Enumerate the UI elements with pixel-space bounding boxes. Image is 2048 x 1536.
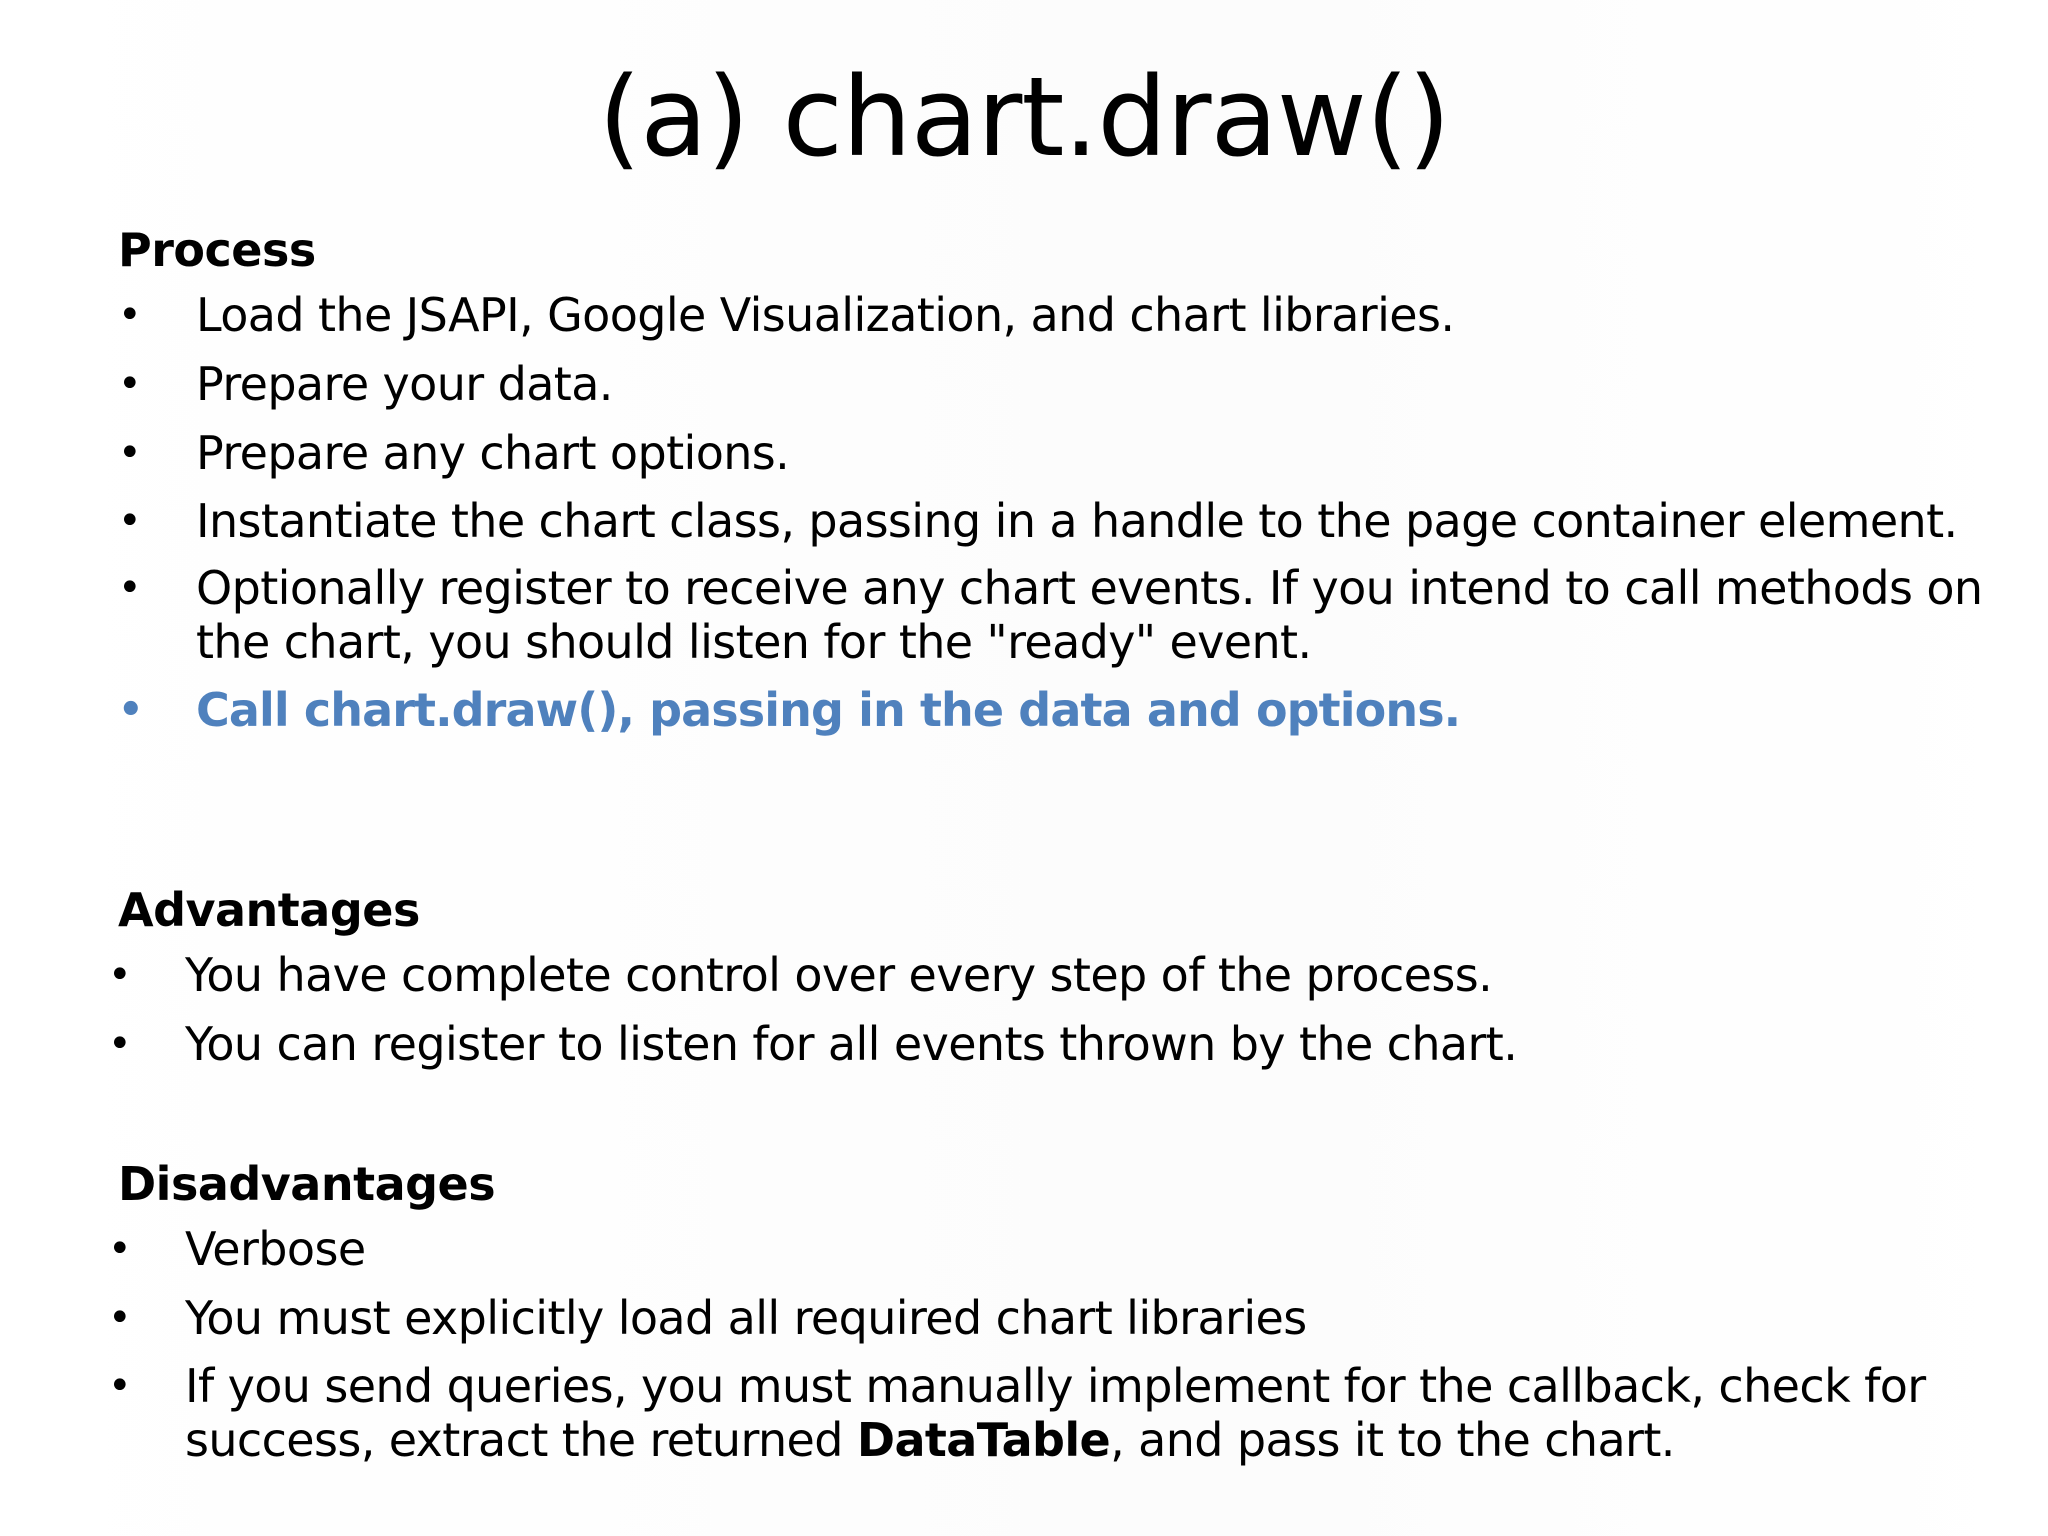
bullet-icon: • bbox=[118, 430, 141, 476]
list-item-text: You must explicitly load all required chart libraries bbox=[185, 1291, 1307, 1345]
bullet-icon: • bbox=[118, 565, 141, 611]
list-item bbox=[108, 1221, 1998, 1277]
advantages-section bbox=[108, 882, 1998, 1072]
bullet-icon: • bbox=[108, 1295, 131, 1341]
disadvantages-section bbox=[108, 1156, 1998, 1467]
bullet-icon: • bbox=[118, 498, 141, 544]
list-item bbox=[118, 356, 1998, 412]
process-heading: Process bbox=[118, 223, 316, 277]
advantages-heading: Advantages bbox=[118, 883, 420, 937]
list-item-text-before: If you send queries, you must manually implement for the callback, check for success, extract the returned bbox=[185, 1359, 1926, 1467]
slide-title: (a) chart.draw() bbox=[598, 53, 1450, 181]
list-item-text: Prepare any chart options. bbox=[196, 426, 790, 480]
list-item-text-after: , and pass it to the chart. bbox=[1110, 1413, 1675, 1467]
datatable-term: DataTable bbox=[856, 1413, 1111, 1467]
bullet-icon: • bbox=[108, 1021, 131, 1067]
process-section bbox=[118, 222, 1998, 738]
disadvantages-list bbox=[108, 1221, 1998, 1467]
list-item-text: Call chart.draw(), passing in the data and options. bbox=[196, 683, 1461, 737]
advantages-list bbox=[108, 947, 1998, 1072]
bullet-icon: • bbox=[108, 1363, 131, 1409]
list-item-text: Verbose bbox=[185, 1222, 366, 1276]
list-item bbox=[118, 425, 1998, 481]
bullet-icon: • bbox=[108, 952, 131, 998]
list-item-text: You have complete control over every step of the process. bbox=[185, 948, 1493, 1002]
list-item-text: Load the JSAPI, Google Visualization, and chart libraries. bbox=[196, 288, 1455, 342]
list-item-highlighted bbox=[118, 682, 1998, 738]
list-item-text: Instantiate the chart class, passing in a handle to the page container element. bbox=[196, 494, 1958, 548]
list-item bbox=[118, 561, 1998, 669]
list-item bbox=[118, 287, 1998, 343]
list-item bbox=[118, 494, 1998, 548]
bullet-icon: • bbox=[108, 1226, 131, 1272]
list-item-text: Prepare your data. bbox=[196, 357, 613, 411]
list-item bbox=[108, 947, 1998, 1003]
list-item-text: Optionally register to receive any chart events. If you intend to call methods on the chart, you should listen for the "ready" event. bbox=[196, 561, 1983, 669]
bullet-icon: • bbox=[118, 361, 141, 407]
list-item bbox=[108, 1016, 1998, 1072]
list-item-text: You can register to listen for all events thrown by the chart. bbox=[185, 1017, 1518, 1071]
list-item bbox=[108, 1290, 1998, 1346]
list-item bbox=[108, 1359, 1998, 1467]
process-list bbox=[118, 287, 1998, 738]
bullet-icon: • bbox=[118, 687, 143, 733]
bullet-icon: • bbox=[118, 292, 141, 338]
disadvantages-heading: Disadvantages bbox=[118, 1157, 496, 1211]
